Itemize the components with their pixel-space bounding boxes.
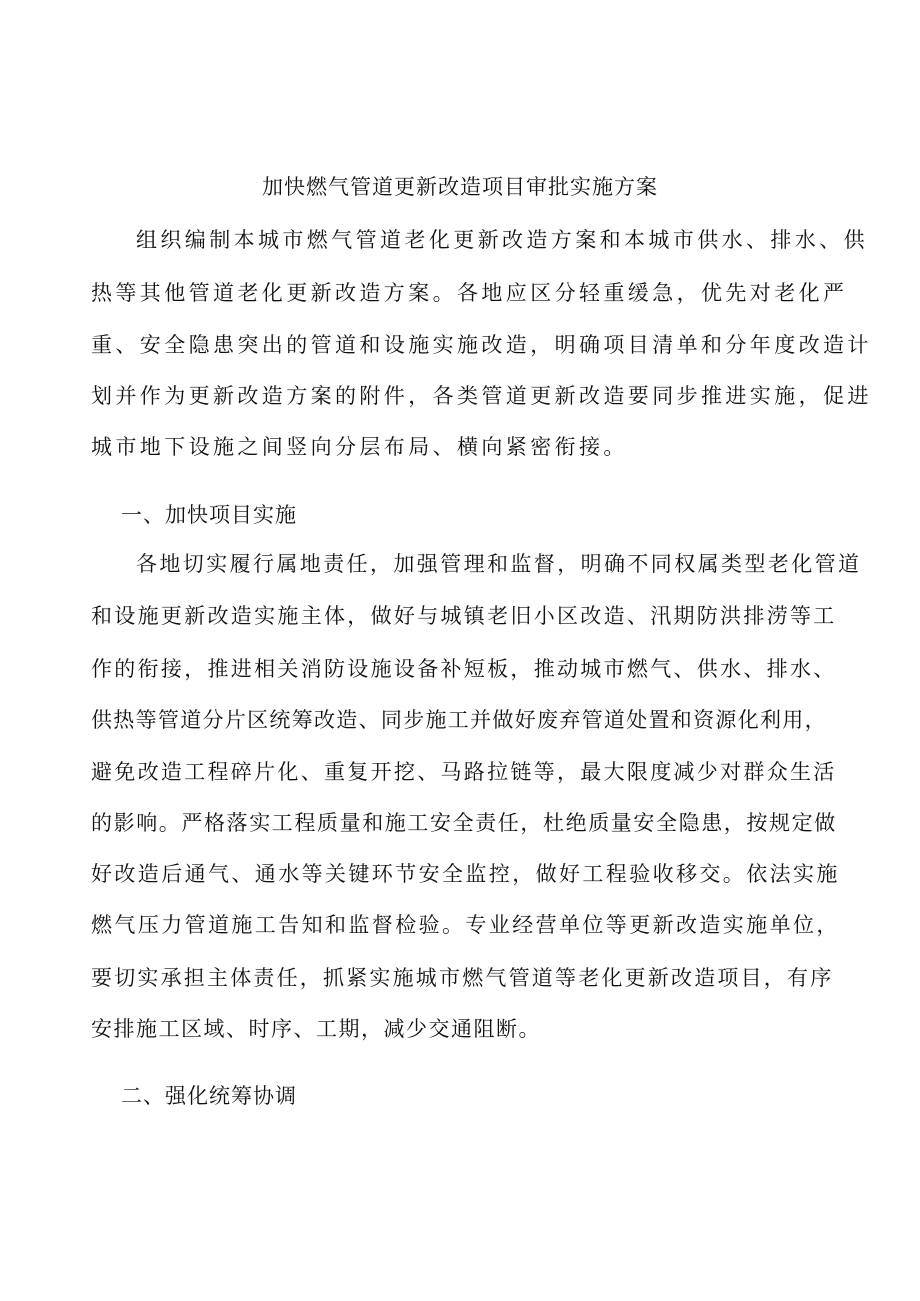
paragraph-line: 各地切实履行属地责任，加强管理和监督，明确不同权属类型老化管道	[136, 552, 862, 576]
section-heading: 二、强化统筹协调	[121, 1084, 297, 1108]
document-title: 加快燃气管道更新改造项目审批实施方案	[262, 175, 658, 199]
paragraph-line: 重、安全隐患突出的管道和设施实施改造，明确项目清单和分年度改造计	[91, 333, 872, 357]
paragraph-line: 和设施更新改造实施主体，做好与城镇老旧小区改造、汛期防洪排涝等工	[91, 604, 837, 628]
paragraph-line: 安排施工区域、时序、工期，减少交通阻断。	[91, 1017, 541, 1041]
paragraph-line: 好改造后通气、通水等关键环节安全监控，做好工程验收移交。依法实施	[91, 862, 840, 886]
paragraph-line: 避免改造工程碎片化、重复开挖、马路拉链等，最大限度减少对群众生活	[91, 760, 837, 784]
paragraph-line: 热等其他管道老化更新改造方案。各地应区分轻重缓急，优先对老化严	[91, 281, 848, 305]
paragraph-line: 供热等管道分片区统筹改造、同步施工并做好废弃管道处置和资源化利用，	[91, 708, 827, 732]
paragraph-line: 城市地下设施之间竖向分层布局、横向紧密衔接。	[91, 435, 628, 459]
paragraph-line: 划并作为更新改造方案的附件，各类管道更新改造要同步推进实施，促进	[91, 384, 872, 408]
paragraph-line: 要切实承担主体责任，抓紧实施城市燃气管道等老化更新改造项目，有序	[91, 966, 834, 990]
paragraph-line: 作的衔接，推进相关消防设施设备补短板，推动城市燃气、供水、排水、	[91, 657, 837, 681]
paragraph-line: 燃气压力管道施工告知和监督检验。专业经营单位等更新改造实施单位，	[91, 913, 840, 937]
paragraph-line: 的影响。严格落实工程质量和施工安全责任，杜绝质量安全隐患，按规定做	[91, 811, 837, 835]
section-heading: 一、加快项目实施	[121, 503, 297, 527]
paragraph-line: 组织编制本城市燃气管道老化更新改造方案和本城市供水、排水、供	[136, 228, 868, 252]
